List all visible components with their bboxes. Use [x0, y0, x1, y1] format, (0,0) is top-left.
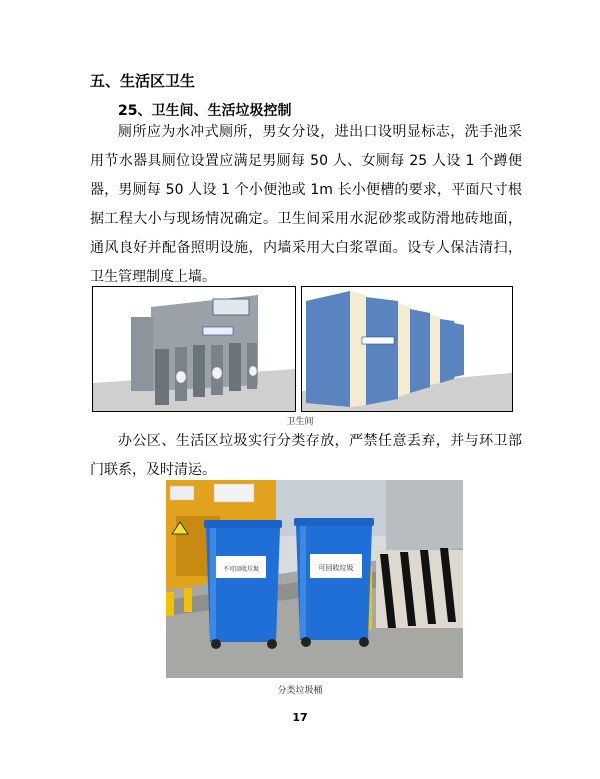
subsection-heading: 25、卫生间、生活垃圾控制	[118, 103, 292, 119]
page-number: 17	[292, 711, 308, 724]
non-recyclable-label: 不可回收垃圾	[222, 566, 260, 573]
recyclable-label: 可回收垃圾	[318, 564, 354, 572]
section-heading: 五、生活区卫生	[90, 72, 196, 90]
paragraph-toilet: 厕所应为水冲式厕所，男女分设，进出口设明显标志，洗手池采用节水器具厕位设置应满足男厕每 50 人、女厕每 25 人设 1 个蹲便器，男厕每 50 人设 1 个小便池或 1m 长小便槽的要求，平面尺寸根据工程大小与现场情况确定。卫生间采用水泥砂浆或防滑地砖地面，通风良好并配备照明设施，内墙采用大白浆罩面。设专人保洁清扫，卫生管理制度上墙。	[90, 124, 522, 285]
toilet-interior-image	[92, 286, 296, 412]
figure-1-caption: 卫生间	[286, 417, 314, 427]
figure-2-caption: 分类垃圾桶	[277, 686, 323, 696]
paragraph-garbage: 办公区、生活区垃圾实行分类存放，严禁任意丢弃，并与环卫部门联系，及时清运。	[90, 433, 522, 478]
garbage-bins-image	[166, 480, 463, 678]
toilet-exterior-image	[301, 286, 513, 412]
